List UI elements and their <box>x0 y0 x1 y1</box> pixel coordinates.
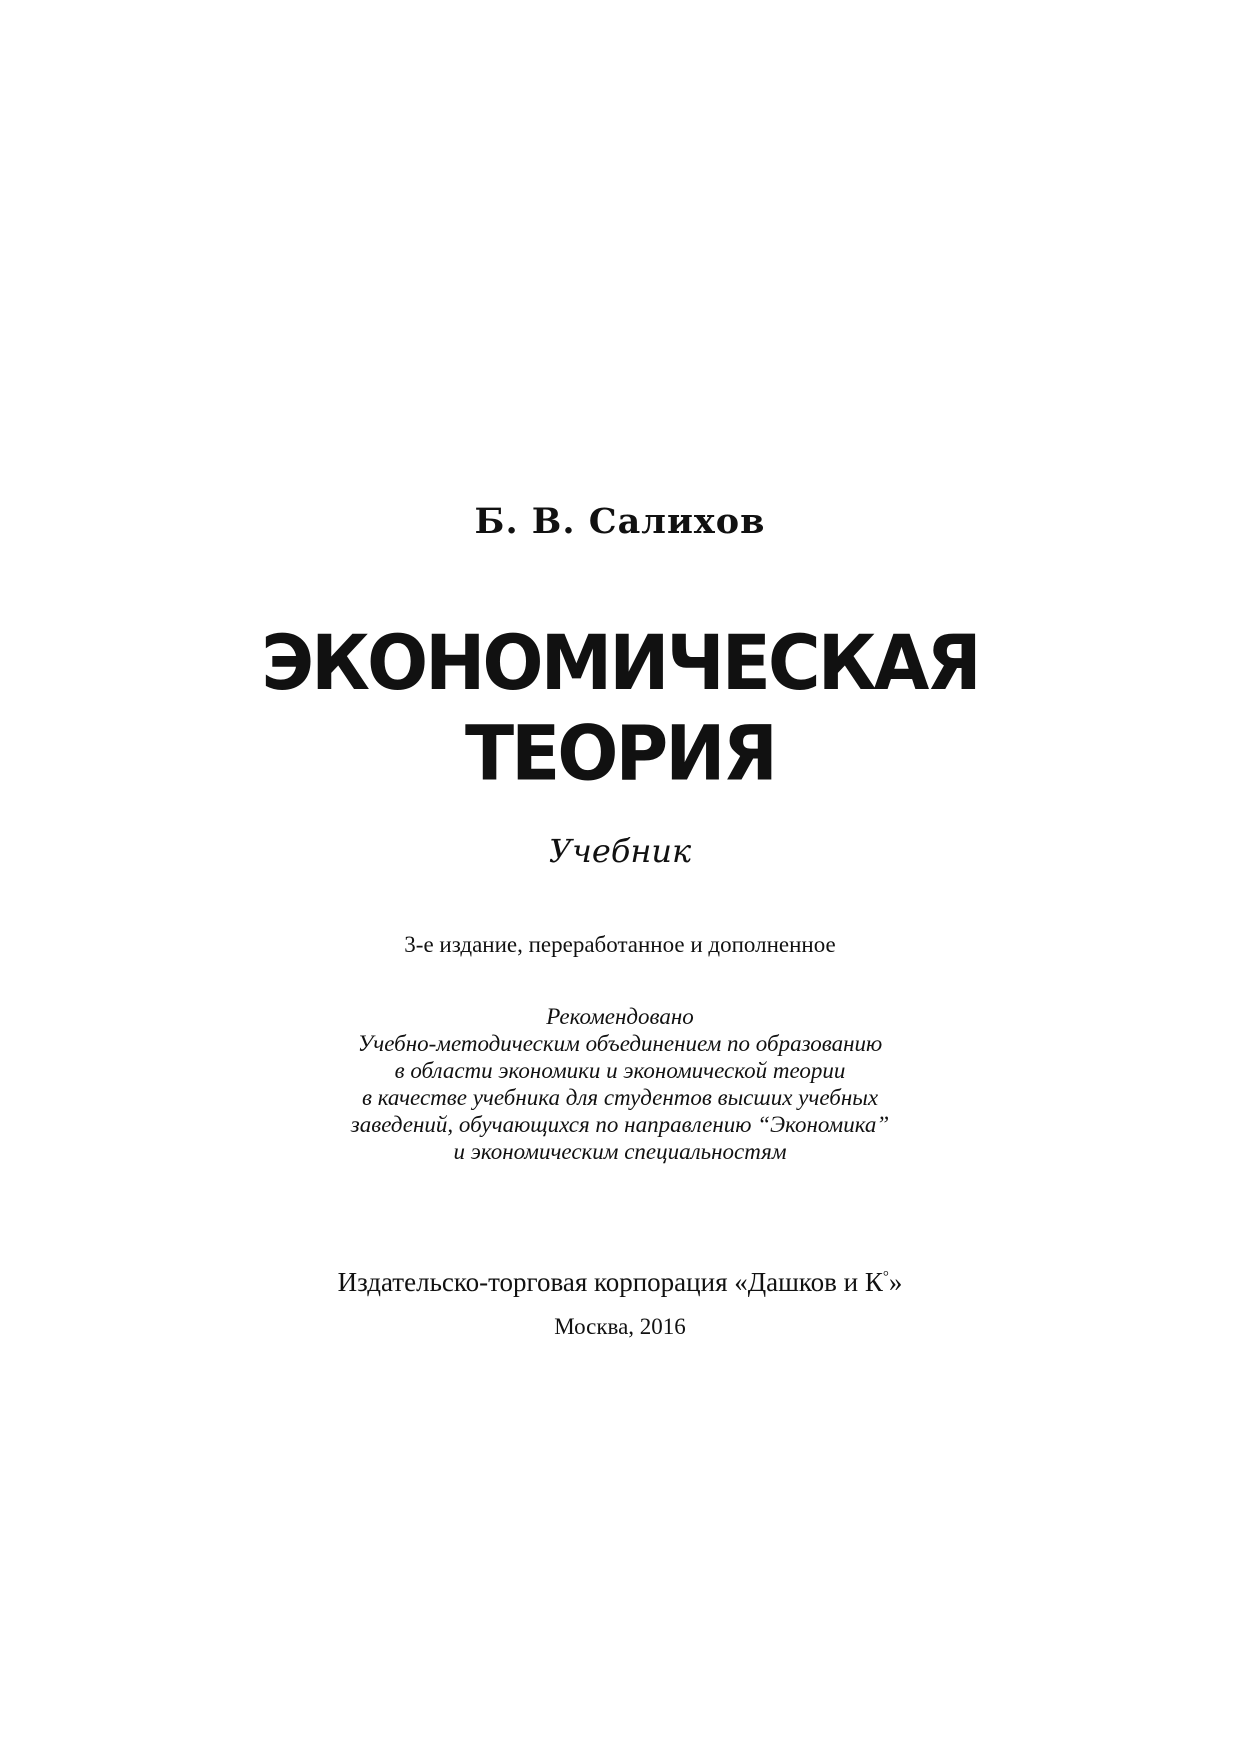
edition-note: 3-е издание, переработанное и дополненное <box>404 932 836 957</box>
recommendation-line: Рекомендовано <box>546 1004 694 1029</box>
book-title <box>0 618 1240 799</box>
publisher-closing-quote: » <box>888 1267 903 1297</box>
recommendation-line: Учебно-методическим объединением по образованию <box>357 1031 883 1056</box>
publisher-text: Издательско-торговая корпорация «Дашков и К <box>337 1267 883 1297</box>
book-subtitle: Учебник <box>548 832 692 870</box>
city-year: Москва, 2016 <box>554 1314 686 1339</box>
recommendation-line: и экономическим специальностям <box>453 1139 787 1164</box>
publisher-name <box>0 1265 1240 1299</box>
recommendation-note <box>0 1003 1240 1165</box>
book-title-line-2: ТЕОРИЯ <box>465 709 775 798</box>
book-title-line-1: ЭКОНОМИЧЕСКАЯ <box>261 618 979 707</box>
author-name: Б. В. Салихов <box>474 501 766 542</box>
recommendation-line: в качестве учебника для студентов высших учебных <box>361 1085 879 1110</box>
publisher-degree-mark: ° <box>882 1269 889 1285</box>
recommendation-line: заведений, обучающихся по направлению “Экономика” <box>350 1112 890 1137</box>
recommendation-line: в области экономики и экономической теории <box>394 1058 846 1083</box>
